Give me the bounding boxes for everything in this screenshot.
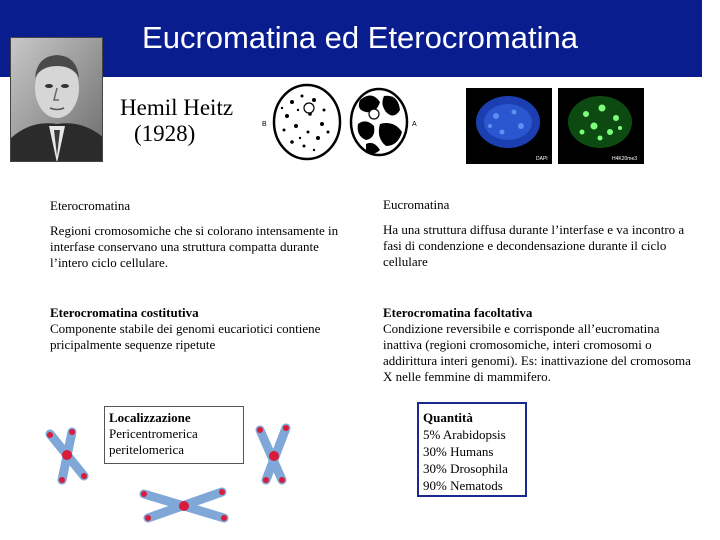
slide-title: Eucromatina ed Eterocromatina <box>142 20 578 55</box>
h4k20-label: H4K20me3 <box>612 156 638 162</box>
quantity-box <box>417 402 527 497</box>
euchromatin-description: Ha una struttura diffusa durante l’interfase e va incontro a fasi di condenzione e decondensazione durante il ciclo cellulare <box>383 222 685 269</box>
constitutive-text: Componente stabile dei genomi eucariotici contiene pricipalmente sequenze ripetute <box>50 321 321 352</box>
quantity-item: 5% Arabidopsis <box>423 427 506 442</box>
localization-line-2: peritelomerica <box>109 442 185 457</box>
heitz-name: Hemil Heitz <box>120 95 234 120</box>
chromosome-icon <box>252 420 302 488</box>
constitutive-title: Eterocromatina costitutiva <box>50 305 199 320</box>
facultative-block <box>383 305 693 385</box>
quantity-item: 30% Humans <box>423 444 494 459</box>
drawing-label-b: B <box>262 121 267 128</box>
facultative-text: Condizione reversibile e corrisponde all’eucromatina inattiva (regioni cromosomiche, interi cromosomi o addirittura interi genomi). Es: inattivazione del cromosoma X nelle femmine di mammifero. <box>383 321 691 384</box>
euchromatin-heading: Eucromatina <box>383 197 450 212</box>
dapi-label: DAPI <box>536 156 548 162</box>
nucleus-drawings <box>262 80 422 166</box>
quantity-item: 30% Drosophila <box>423 461 508 476</box>
quantity-item: 90% Nematods <box>423 478 503 493</box>
drawing-label-a: A <box>412 121 417 128</box>
constitutive-block <box>50 305 360 353</box>
facultative-title: Eterocromatina facoltativa <box>383 305 533 320</box>
chromosome-icon <box>138 484 230 528</box>
localization-box <box>104 406 244 464</box>
heterochromatin-description: Regioni cromosomiche che si colorano intensamente in interfase conservano una struttura compatta durante l’intero ciclo cellulare. <box>50 223 339 270</box>
heterochromatin-heading: Eterocromatina <box>50 198 131 213</box>
quantity-title: Quantità <box>423 410 473 425</box>
localization-line-1: Pericentromerica <box>109 426 198 441</box>
heitz-caption <box>120 95 233 147</box>
localization-title: Localizzazione <box>109 410 191 425</box>
chromosome-icon <box>44 424 94 486</box>
fluorescence-micrographs <box>466 82 646 164</box>
heitz-year: (1928) <box>134 121 196 146</box>
heitz-portrait <box>10 37 103 162</box>
